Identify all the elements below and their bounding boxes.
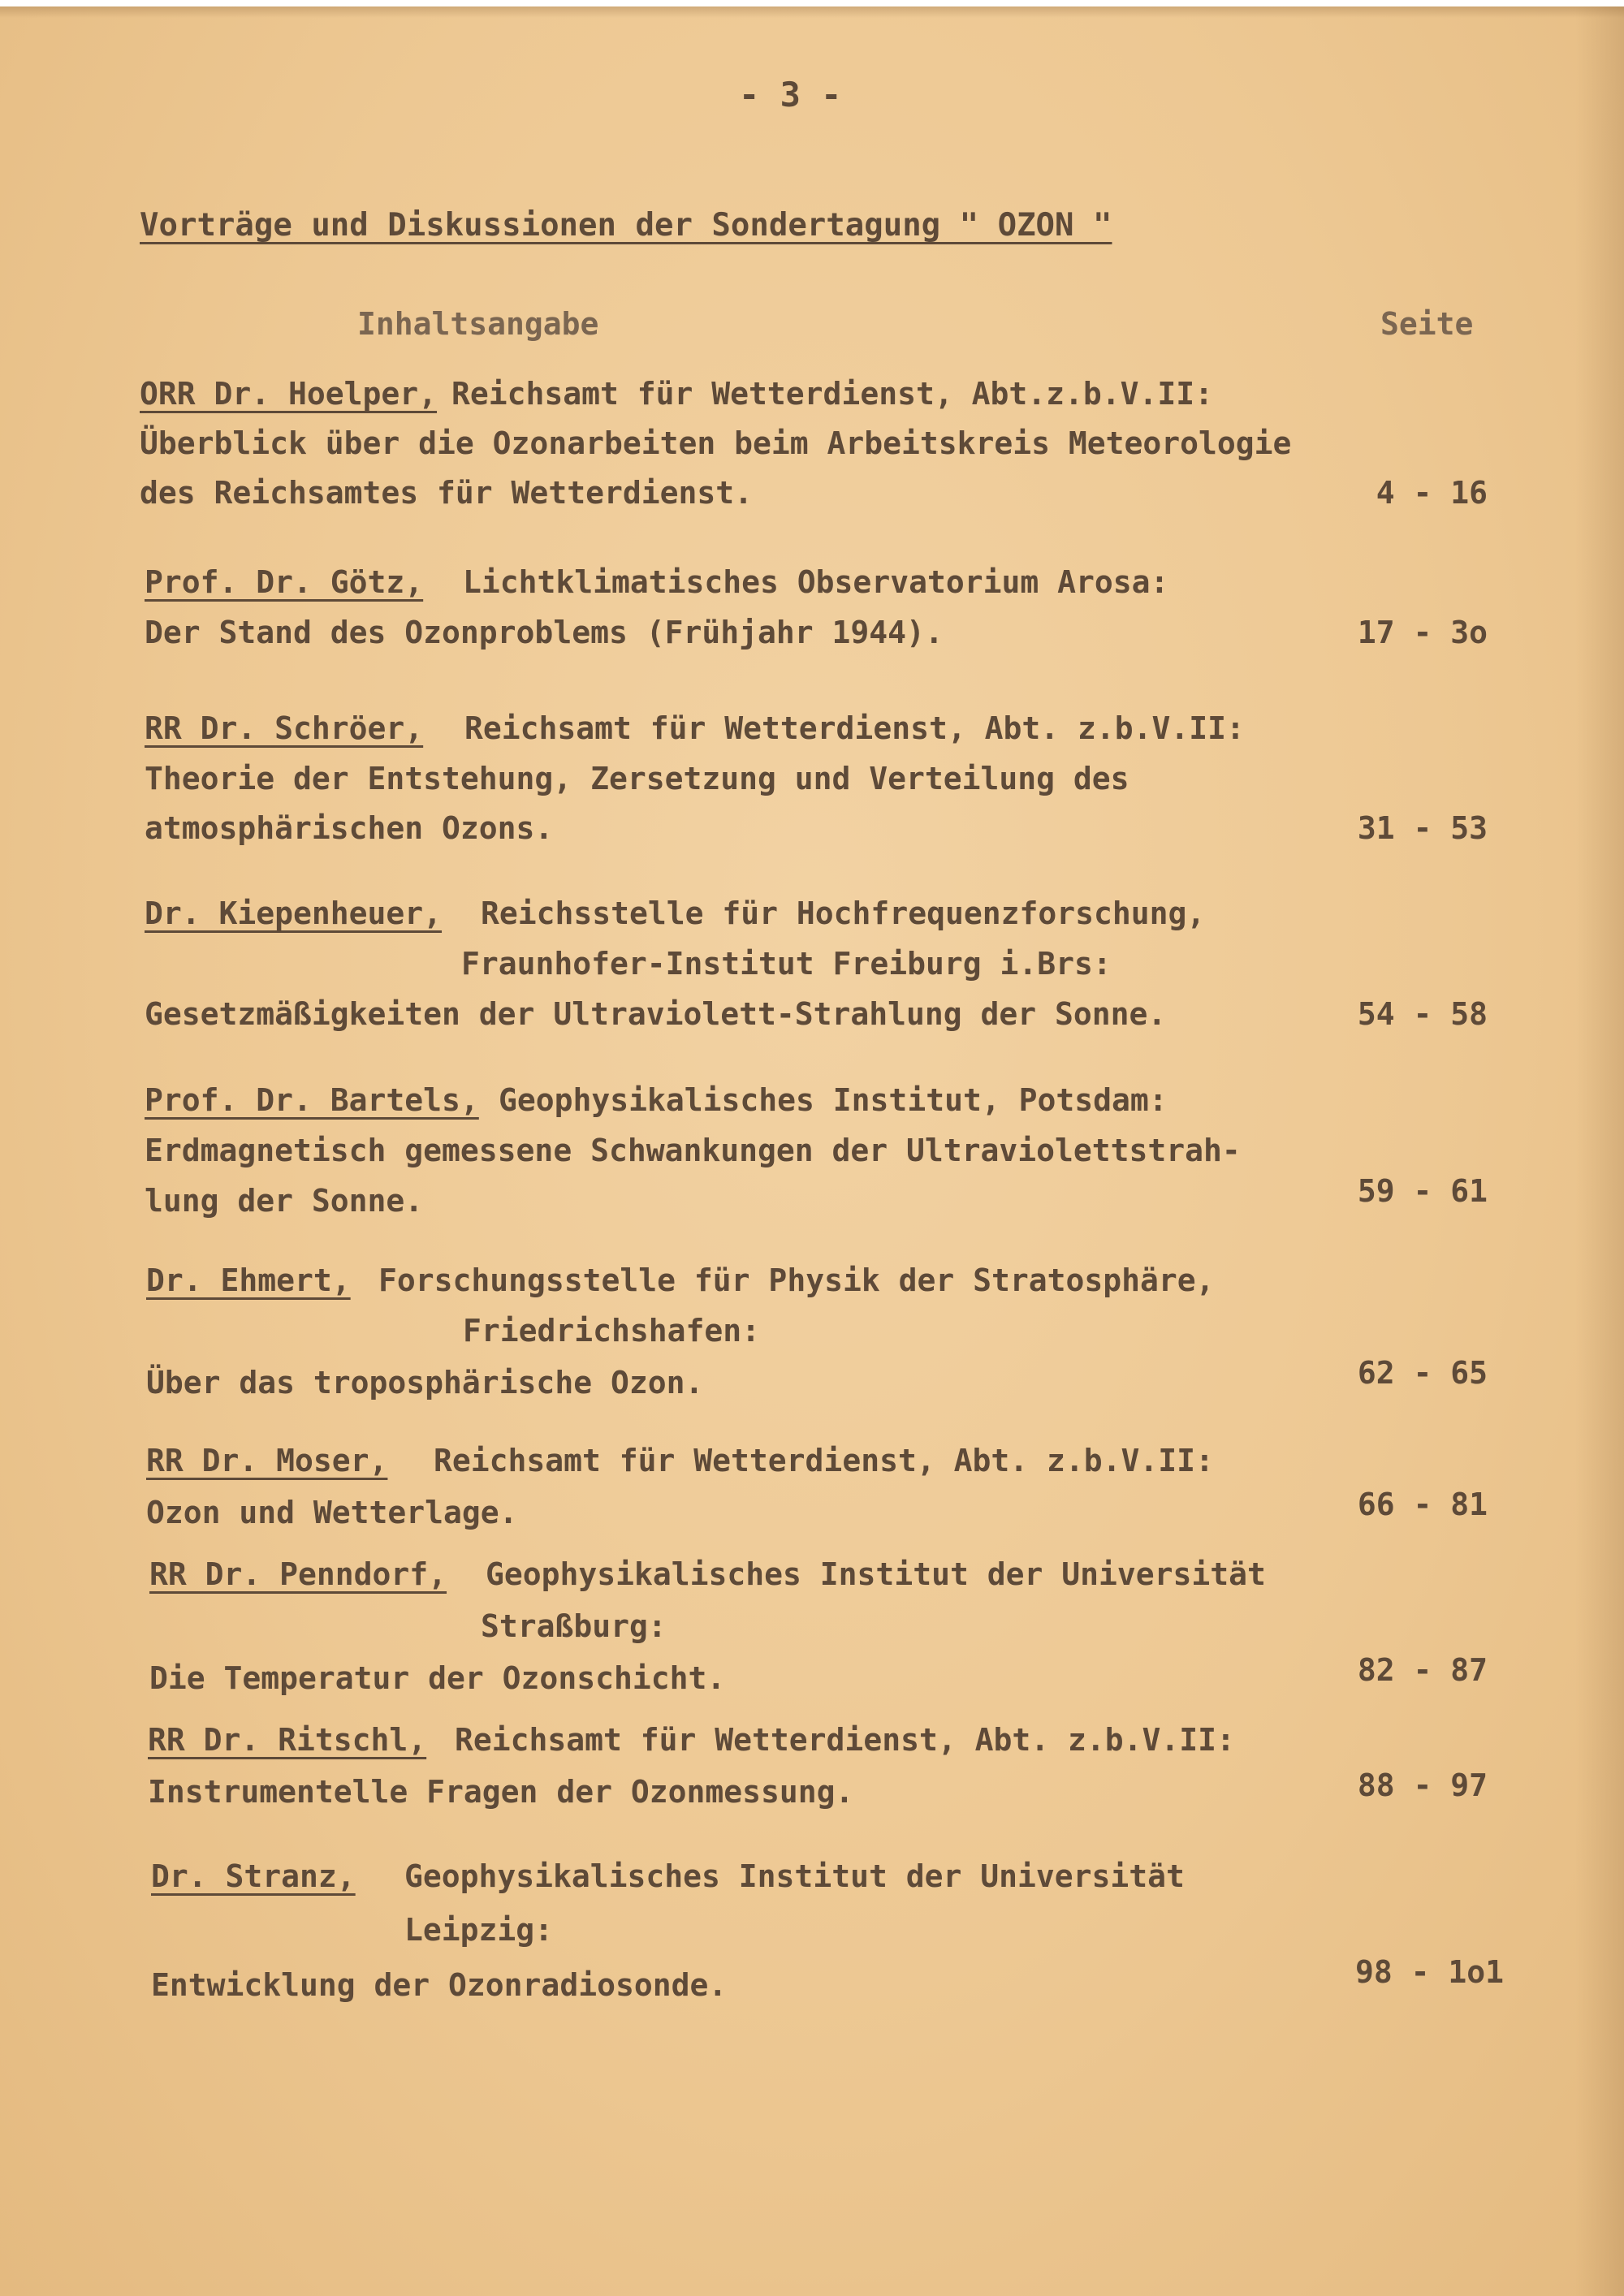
entry-title-line: Entwicklung der Ozonradiosonde. (151, 1967, 728, 2003)
entry-pages: 59 - 61 (1357, 1173, 1488, 1209)
entry-affiliation: Forschungsstelle für Physik der Stratosphäre, (378, 1262, 1215, 1298)
toc-heading: Inhaltsangabe (357, 306, 599, 342)
page-title: Vorträge und Diskussionen der Sondertagung " OZON " (140, 207, 1112, 244)
entry-affiliation-line: Leipzig: (404, 1912, 554, 1948)
entry-pages: 31 - 53 (1357, 810, 1488, 846)
entry-author: RR Dr. Moser, (146, 1443, 388, 1478)
entry-author: Dr. Stranz, (151, 1858, 356, 1894)
entry-title-line: atmosphärischen Ozons. (145, 810, 554, 846)
entry-affiliation: Reichsamt für Wetterdienst, Abt. z.b.V.II: (434, 1443, 1214, 1478)
entry-affiliation: Geophysikalisches Institut, Potsdam: (499, 1082, 1168, 1118)
entry-affiliation: Reichsamt für Wetterdienst, Abt. z.b.V.II: (464, 710, 1245, 746)
entry-author: Dr. Ehmert, (146, 1262, 351, 1298)
entry-author: ORR Dr. Hoelper, (140, 376, 438, 412)
page-column-heading: Seite (1380, 306, 1474, 342)
entry-affiliation-line: Straßburg: (481, 1608, 667, 1644)
paper-edge-shadow (0, 6, 1624, 18)
entry-pages: 88 - 97 (1357, 1767, 1488, 1803)
entry-affiliation: Geophysikalisches Institut der Universität (486, 1556, 1266, 1592)
entry-pages: 82 - 87 (1357, 1652, 1488, 1688)
entry-affiliation: Reichsamt für Wetterdienst, Abt. z.b.V.II: (455, 1722, 1235, 1758)
entry-author: RR Dr. Schröer, (145, 710, 424, 746)
entry-pages: 54 - 58 (1357, 996, 1488, 1032)
entry-title-line: Theorie der Entstehung, Zersetzung und Verteilung des (145, 761, 1129, 796)
entry-title-line: Der Stand des Ozonproblems (Frühjahr 1944). (145, 615, 944, 650)
entry-author: RR Dr. Ritschl, (148, 1722, 427, 1758)
entry-affiliation: Reichsstelle für Hochfrequenzforschung, (481, 896, 1206, 931)
entry-author: Prof. Dr. Götz, (145, 564, 424, 600)
entry-title-line: Gesetzmäßigkeiten der Ultraviolett-Strahlung der Sonne. (145, 996, 1167, 1032)
entry-author: Dr. Kiepenheuer, (145, 896, 443, 931)
entry-pages: 17 - 3o (1357, 615, 1488, 650)
entry-affiliation-line: Fraunhofer-Institut Freiburg i.Brs: (461, 946, 1112, 982)
entry-pages: 4 - 16 (1376, 475, 1488, 511)
entry-title-line: Instrumentelle Fragen der Ozonmessung. (148, 1774, 854, 1810)
entry-author: RR Dr. Penndorf, (149, 1556, 447, 1592)
document-page (0, 6, 1624, 2296)
entry-title-line: Erdmagnetisch gemessene Schwankungen der Ultraviolettstrah- (145, 1133, 1241, 1168)
entry-affiliation-line: Friedrichshafen: (463, 1313, 761, 1349)
entry-pages: 62 - 65 (1357, 1355, 1488, 1391)
entry-affiliation: Geophysikalisches Institut der Universität (404, 1858, 1185, 1894)
entry-author: Prof. Dr. Bartels, (145, 1082, 479, 1118)
entry-affiliation: Reichsamt für Wetterdienst, Abt.z.b.V.II: (451, 376, 1213, 412)
page-number: - 3 - (739, 75, 842, 114)
entry-title-line: lung der Sonne. (145, 1183, 424, 1219)
entry-title-line: Ozon und Wetterlage. (146, 1495, 518, 1530)
entry-pages: 98 - 1o1 (1354, 1954, 1504, 1990)
entry-pages: 66 - 81 (1357, 1487, 1488, 1522)
entry-title-line: Überblick über die Ozonarbeiten beim Arbeitskreis Meteorologie (140, 425, 1292, 461)
entry-title-line: Über das troposphärische Ozon. (146, 1365, 704, 1400)
entry-affiliation: Lichtklimatisches Observatorium Arosa: (463, 564, 1169, 600)
entry-title-line: des Reichsamtes für Wetterdienst. (140, 475, 753, 511)
paper-edge-shade (1575, 6, 1624, 2296)
entry-title-line: Die Temperatur der Ozonschicht. (149, 1660, 726, 1696)
